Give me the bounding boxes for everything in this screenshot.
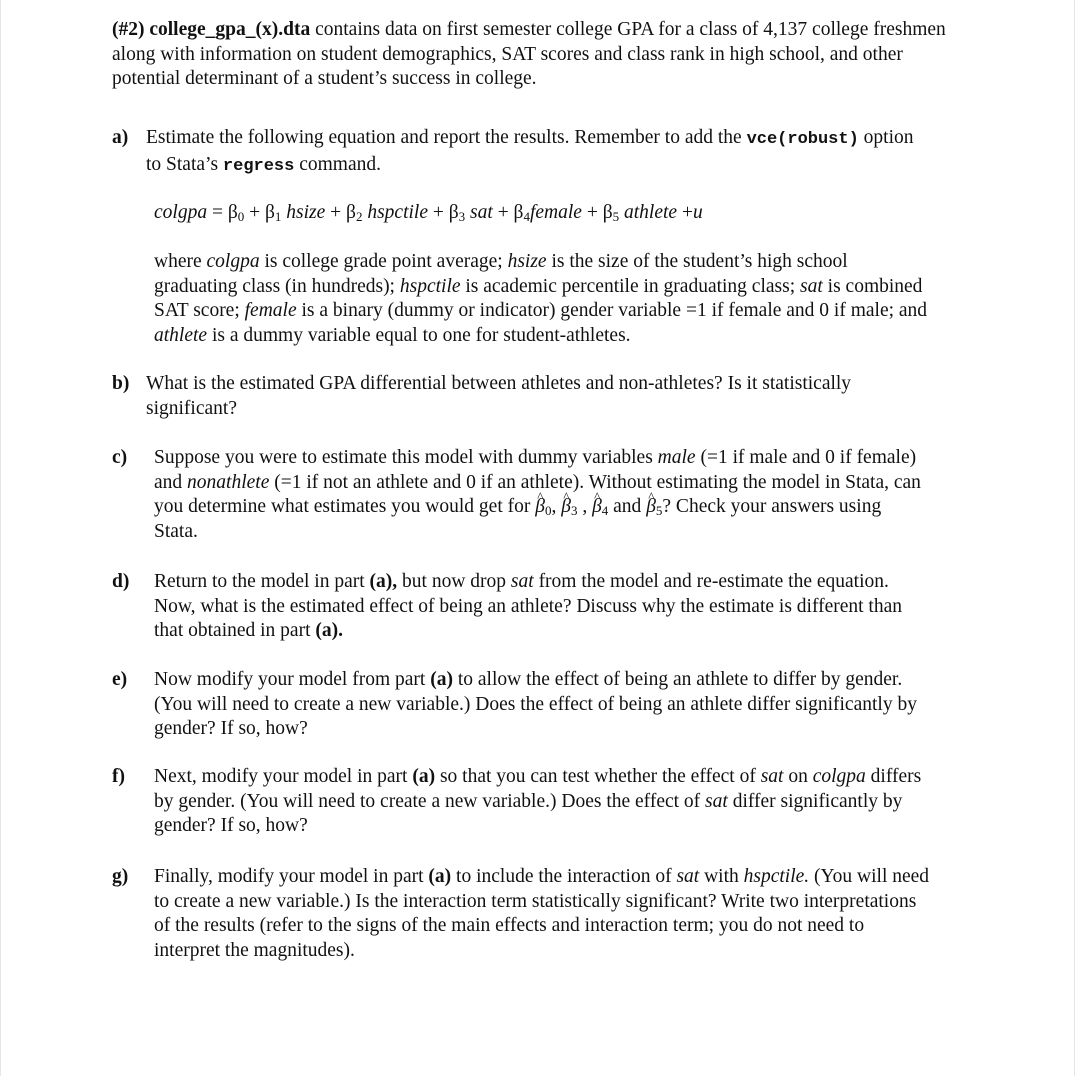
part-b-label: b) [112, 373, 130, 394]
part-b-question [146, 372, 851, 421]
part-g-line-2: to create a new variable.) Is the interaction term statistically significant? Write two interpretations [154, 890, 917, 912]
intro-paragraph [112, 18, 946, 92]
part-g-line-4: interpret the magnitudes). [154, 939, 355, 961]
part-f-line-3: gender? If so, how? [154, 815, 308, 836]
part-e-line-3: gender? If so, how? [154, 718, 308, 739]
part-g-line-1: Finally, modify your model in part (a) to include the interaction of sat with hspctile. (You will need [154, 866, 930, 887]
part-a-label: a) [112, 127, 129, 148]
part-c-line-1: Suppose you were to estimate this model with dummy variables male (=1 if male and 0 if female) [154, 447, 917, 468]
part-b-line-1: What is the estimated GPA differential between athletes and non-athletes? Is it statistically [146, 373, 852, 394]
part-c-line-4: Stata. [154, 520, 198, 542]
part-a-line-1: Estimate the following equation and report the results. Remember to add the vce(robust) option [146, 127, 914, 149]
part-a-question [146, 126, 914, 179]
definitions-line-1: where colgpa is college grade point average; hsize is the size of the student’s high school [154, 251, 848, 272]
beta-hat-4: ^ β [592, 495, 602, 520]
intro-title: (#2) college_gpa_(x).dta [112, 19, 311, 40]
definitions-line-3: SAT score; female is a binary (dummy or indicator) gender variable =1 if female and 0 if male; and [154, 300, 928, 321]
part-f-label: f) [112, 766, 125, 787]
code-vce-robust: vce(robust) [746, 130, 859, 149]
part-d-line-1: Return to the model in part (a), but now drop sat from the model and re-estimate the equation. [154, 571, 889, 592]
part-g-question [154, 865, 929, 963]
beta-hat-0: ^ β [535, 495, 545, 520]
part-e-label: e) [112, 669, 128, 690]
part-c-line-2: and nonathlete (=1 if not an athlete and 0 if an athlete). Without estimating the model in Stata, can [154, 471, 921, 493]
part-d-label: d) [112, 571, 130, 592]
right-page-edge [1074, 0, 1075, 1076]
part-f-question [154, 765, 921, 839]
code-regress: regress [222, 156, 295, 176]
part-c-label: c) [112, 447, 128, 468]
part-e-question [154, 668, 917, 742]
part-g-line-3: of the results (refer to the signs of the main effects and interaction term; you do not need to [154, 915, 865, 936]
part-d-line-2: Now, what is the estimated effect of being an athlete? Discuss why the estimate is different than [154, 595, 902, 617]
part-e-line-1: Now modify your model from part (a) to allow the effect of being an athlete to differ by gender. [154, 669, 903, 690]
intro-line-3: potential determinant of a student’s success in college. [112, 68, 537, 89]
part-g-label: g) [112, 866, 129, 887]
part-c-line-3: you determine what estimates you would get for ^ $\beta_0$, ^ $\beta_3$ , ^ $\beta_4$ and ^ $\beta_5$? Check your answers using [154, 495, 921, 520]
part-a-line-2: to Stata’s regress command. [146, 153, 381, 176]
beta-hat-3: ^ β [561, 495, 571, 520]
part-d-question [154, 570, 902, 644]
part-d-line-3: that obtained in part (a). [154, 620, 343, 641]
left-page-edge [0, 0, 1, 1076]
variable-definitions [154, 250, 927, 348]
intro-line-1: (#2) college_gpa_(x).dta contains data on first semester college GPA for a class of 4,137 college freshmen [112, 19, 946, 40]
definitions-line-2: graduating class (in hundreds); hspctile is academic percentile in graduating class; sat is combined [154, 275, 923, 297]
definitions-line-4: athlete is a dummy variable equal to one for student-athletes. [154, 324, 631, 346]
part-f-line-2: by gender. (You will need to create a new variable.) Does the effect of sat differ significantly by [154, 790, 903, 812]
part-c-question [154, 446, 921, 544]
part-b-line-2: significant? [146, 397, 237, 419]
intro-line-2: along with information on student demographics, SAT scores and class rank in high school, and other [112, 43, 903, 65]
part-f-line-1: Next, modify your model in part (a) so that you can test whether the effect of sat on colgpa differs [154, 766, 922, 787]
regression-equation: colgpa = $\beta_0 + \beta_1$ hsize + $\beta_2$ hspctile + $\beta_3$ sat + $\beta_4female + \beta_5$ athlete +u [154, 202, 703, 224]
part-e-line-2: (You will need to create a new variable.) Does the effect of being an athlete differ significantly by [154, 693, 917, 715]
beta-hat-5: ^ β [646, 495, 656, 520]
